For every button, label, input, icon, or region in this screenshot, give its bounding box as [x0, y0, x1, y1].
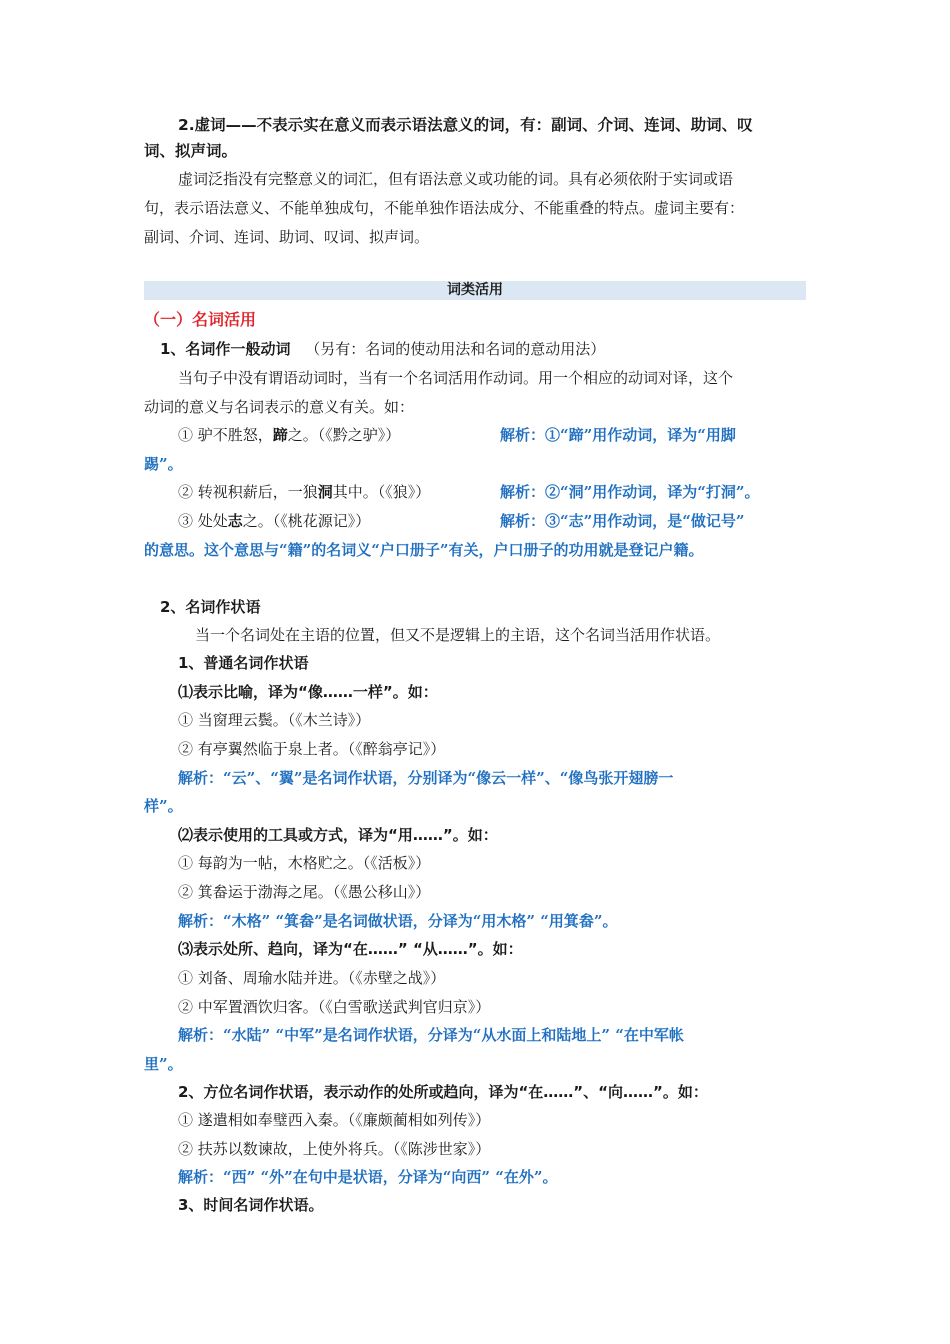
point-title: 3、时间名词作状语。	[178, 1196, 324, 1214]
analysis-text: 解析：“云”、“翼”是名词作状语，分别译为“像云一样”、“像鸟张开翅膀一	[178, 769, 674, 787]
example-keyword: 蹄	[272, 426, 288, 444]
analysis-text: 的意思。这个意思与“籍”的名词义“户口册子”有关，户口册子的功用就是登记户籍。	[144, 541, 704, 559]
example-line: ② 中军置酒饮归客。（《白雪歌送武判官归京》）	[178, 998, 491, 1016]
example-line	[178, 510, 370, 532]
example-line: ① 当窗理云鬓。（《木兰诗》）	[178, 711, 371, 729]
point-title: 2、方位名词作状语，表示动作的处所或趋向，译为“在……”、“向……”。如：	[178, 1083, 708, 1101]
example-line: ① 遂遣相如奉璧西入秦。（《廉颇蔺相如列传》）	[178, 1111, 491, 1129]
example-text: ① 驴不胜怒，	[178, 426, 273, 444]
example-line: ① 每韵为一帖，木格贮之。（《活板》）	[178, 854, 431, 872]
example-text: ③ 处处	[178, 512, 228, 530]
analysis-text: 踢”。	[144, 455, 183, 473]
paragraph-line: 句，表示语法意义、不能单独成句，不能单独作语法成分、不能重叠的特点。虚词主要有：	[144, 199, 745, 217]
subsection-title: 2、名词作状语	[160, 598, 261, 616]
subsection-title-row	[160, 338, 605, 360]
section-heading-line1: 2.虚词——不表示实在意义而表示语法意义的词，有：副词、介词、连词、助词、叹	[178, 116, 753, 134]
example-line: ② 箕畚运于渤海之尾。（《愚公移山》）	[178, 883, 431, 901]
example-line: ② 有亭翼然临于泉上者。（《醉翁亭记》）	[178, 740, 446, 758]
analysis-text: 解析：②“洞”用作动词，译为“打洞”。	[500, 483, 760, 501]
subsection-title: 1、名词作一般动词	[160, 340, 291, 358]
point-title: 1、普通名词作状语	[178, 654, 309, 672]
item-title: ⑶表示处所、趋向，译为“在……” “从……”。如：	[178, 940, 523, 958]
example-source: 之。（《黔之驴》）	[287, 426, 401, 444]
example-source: 其中。（《狼》）	[332, 483, 431, 501]
section-title-bar: 词类活用	[144, 281, 806, 300]
analysis-text: 解析：“西” “外”在句中是状语，分译为“向西” “在外”。	[178, 1168, 558, 1186]
example-keyword: 洞	[317, 483, 333, 501]
example-keyword: 志	[227, 512, 243, 530]
analysis-text: 样”。	[144, 797, 183, 815]
example-source: 之。（《桃花源记》）	[242, 512, 371, 530]
subsection-note: （另有：名词的使动用法和名词的意动用法）	[305, 340, 606, 358]
paragraph-line: 当句子中没有谓语动词时，当有一个名词活用作动词。用一个相应的动词对译，这个	[178, 369, 734, 387]
paragraph-line: 虚词泛指没有完整意义的词汇，但有语法意义或功能的词。具有必须依附于实词或语	[178, 170, 734, 188]
example-text: ② 转视积薪后，一狼	[178, 483, 318, 501]
paragraph-line: 当一个名词处在主语的位置，但又不是逻辑上的主语，这个名词当活用作状语。	[195, 626, 721, 644]
analysis-text: 解析：①“蹄”用作动词，译为“用脚	[500, 426, 736, 444]
analysis-text: 里”。	[144, 1055, 183, 1073]
item-title: ⑵表示使用的工具或方式，译为“用……”。如：	[178, 826, 498, 844]
example-line: ① 刘备、周瑜水陆并进。（《赤壁之战》）	[178, 969, 446, 987]
example-line	[178, 481, 430, 503]
part-title: （一）名词活用	[144, 310, 257, 329]
item-title: ⑴表示比喻，译为“像……一样”。如：	[178, 683, 438, 701]
analysis-text: 解析：③“志”用作动词，是“做记号”	[500, 512, 745, 530]
analysis-text: 解析：“木格” “箕畚”是名词做状语，分译为“用木格” “用箕畚”。	[178, 912, 618, 930]
paragraph-line: 副词、介词、连词、助词、叹词、拟声词。	[144, 228, 430, 246]
example-line	[178, 424, 400, 446]
paragraph-line: 动词的意义与名词表示的意义有关。如：	[144, 398, 415, 416]
section-heading-line2: 词、拟声词。	[144, 142, 238, 160]
example-line: ② 扶苏以数谏故，上使外将兵。（《陈涉世家》）	[178, 1140, 491, 1158]
analysis-text: 解析：“水陆” “中军”是名词作状语，分译为“从水面上和陆地上” “在中军帐	[178, 1026, 684, 1044]
